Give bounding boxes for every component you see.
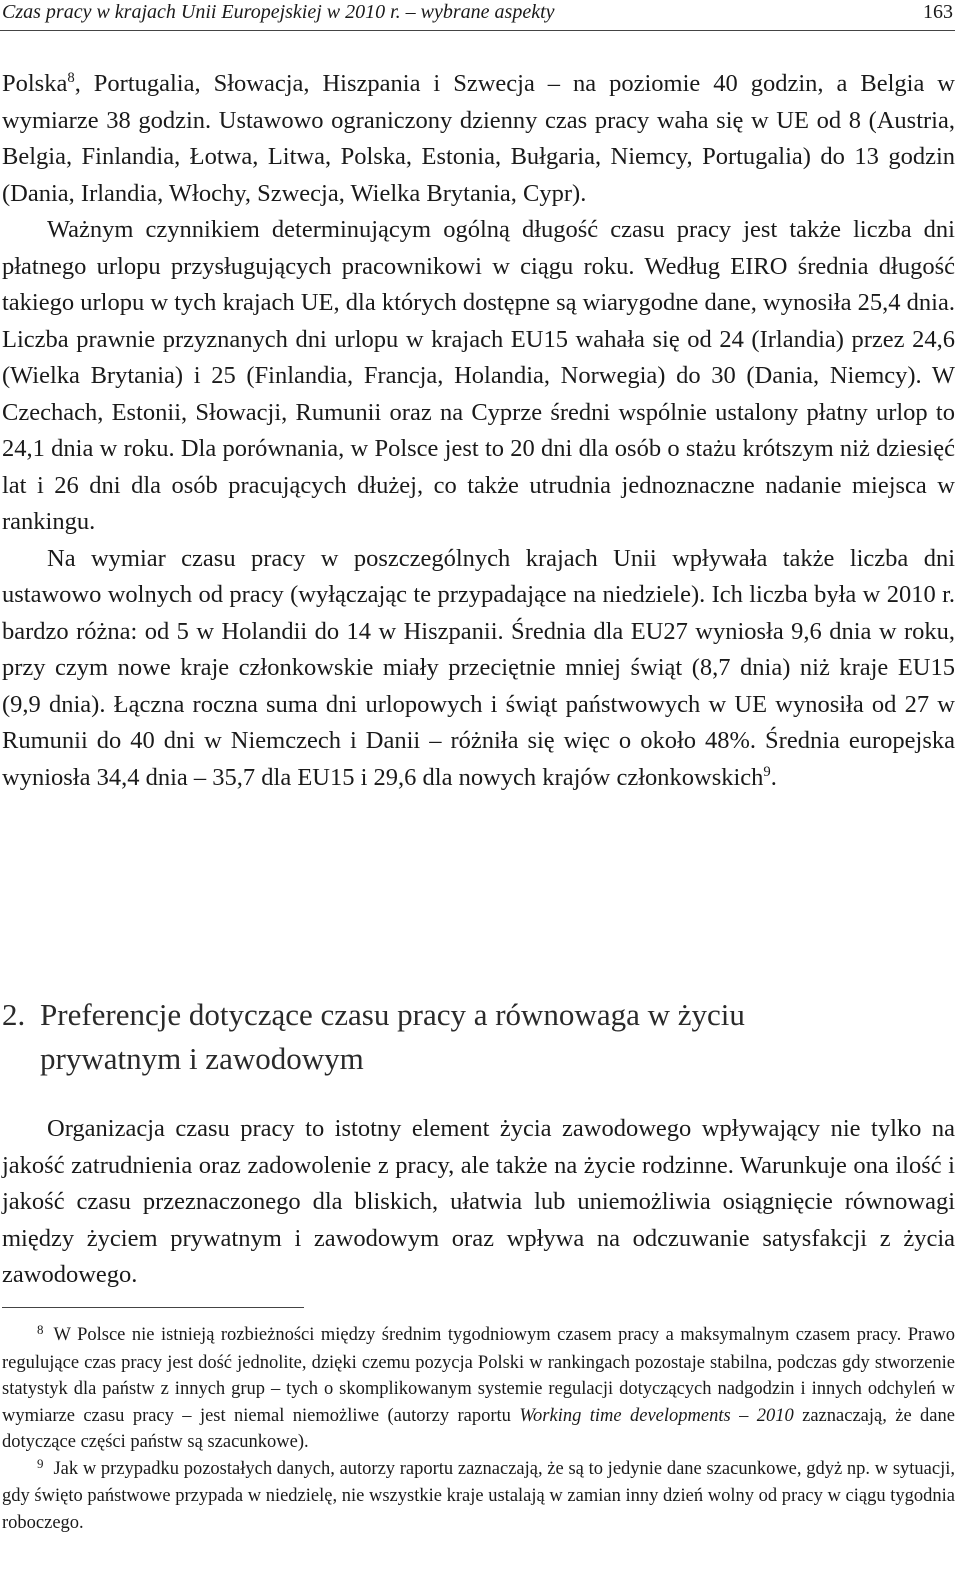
paragraph-4: Organizacja czasu pracy to istotny element życia zawodowego wpływający nie tylko na jakość zatrudnienia oraz zadowolenie z pracy, ale także na życie rodzinne. Warunkuje ona ilość i jakość czasu przeznaczonego dla bliskich, ułatwia lub uniemożliwia osiągnięcie równowagi między życiem prywatnym i zawodowym oraz wpływa na odczuwanie satysfakcji z życia zawodowego. — [2, 1115, 955, 1288]
footnotes — [2, 1322, 955, 1536]
footnote-ref-8[interactable]: 8 — [67, 69, 75, 86]
footnote-mark: 8 — [37, 1322, 44, 1337]
footnote-text: W Polsce nie istnieją rozbieżności między średnim tygodniowym czasem pracy a maksymalnym czasem pracy. Prawo regulujące czas pracy jest dość jednolite, dzięki czemu pozycja Polski w rankingach pozostaje stabilna, podczas gdy stworzenie statystyk dla państw z innych grup – tych o skomplikowanym systemie regulacji dotyczących nadgodzin i innych odchyleń w wymiarze czasu pracy – jest niemal niemożliwe (autorzy raportu — [2, 1325, 955, 1426]
paragraph-1 — [2, 66, 955, 212]
section-number: 2. — [2, 997, 26, 1032]
footnote-8 — [2, 1322, 955, 1456]
footnote-ref-9[interactable]: 9 — [763, 763, 771, 780]
paragraph-text: Na wymiar czasu pracy w poszczególnych krajach Unii wpływała także liczba dni ustawowo wolnych od pracy (wyłączając te przypadające na niedziele). Ich liczba była w 2010 r. bardzo różna: od 5 w Holandii do 14 w Hiszpanii. Średnia dla EU27 wyniosła 9,6 dnia w roku, przy czym nowe kraje członkowskie miały przeciętnie mniej świąt (8,7 dnia) niż kraje EU15 (9,9 dnia). Łączna roczna suma dni urlopowych i świąt państwowych w UE wynosiła od 27 w Rumunii do 40 dni w Niemczech i Danii – różniła się więc o około 48%. Średnia europejska wyniosła 34,4 dnia – 35,7 dla EU15 i 29,6 dla nowych krajów członkowskich — [2, 544, 955, 791]
body-text-block-2 — [2, 1111, 955, 1294]
report-title: Working time developments – 2010 — [519, 1405, 794, 1426]
paragraph-text: , Portugalia, Słowacja, Hiszpania i Szwecja – na poziomie 40 godzin, a Belgia w wymiarze 38 godzin. Ustawowo ograniczony dzienny czas pracy waha się w UE od 8 (Austria, Belgia, Finlandia, Łotwa, Litwa, Polska, Estonia, Bułgaria, Niemcy, Portugalia) do 13 godzin (Dania, Irlandia, Włochy, Szwecja, Wielka Brytania, Cypr). — [2, 70, 955, 207]
footnote-9 — [2, 1456, 955, 1537]
section-title: Preferencje dotyczące czasu pracy a równowaga w życiu prywatnym i zawodowym — [40, 997, 745, 1076]
body-text-block-1 — [2, 66, 955, 796]
footnote-separator — [2, 1307, 304, 1308]
paragraph-2: Ważnym czynnikiem determinującym ogólną długość czasu pracy jest także liczba dni płatnego urlopu przysługujących pracownikowi w ciągu roku. Według EIRO średnia długość takiego urlopu w tych krajach UE, dla których dostępne są wiarygodne dane, wynosiła 25,4 dnia. Liczba prawnie przyznanych dni urlopu w krajach EU15 wahała się od 24 (Irlandia) przez 24,6 (Wielka Brytania) i 25 (Finlandia, Francja, Holandia, Norwegia) do 30 (Dania, Niemcy). W Czechach, Estonii, Słowacji, Rumunii oraz na Cyprze średni wspólnie ustalony płatny urlop to 24,1 dnia w roku. Dla porównania, w Polsce jest to 20 dni dla osób o stażu krótszym niż dziesięć lat i 26 dni dla osób pracujących dłużej, co także utrudnia jednoznaczne nadanie miejsca w rankingu. — [2, 216, 955, 535]
paragraph-text: Polska — [2, 70, 68, 97]
footnote-text: Jak w przypadku pozostałych danych, autorzy raportu zaznaczają, że są to jedynie dane szacunkowe, gdyż np. w sytuacji, gdy święto państwowe przypada w niedzielę, nie wszystkie kraje ustalają w zamian inny dzień wolny od pracy w ciągu tygodnia roboczego. — [2, 1458, 955, 1533]
footnote-text: zaznaczają, że dane dotyczące części państw są szacunkowe). — [2, 1405, 955, 1452]
page-number: 163 — [923, 1, 953, 23]
running-title: Czas pracy w krajach Unii Europejskiej w 2010 r. – wybrane aspekty — [2, 1, 555, 23]
paragraph-text: . — [770, 763, 777, 791]
paragraph-3 — [2, 541, 955, 797]
running-header — [0, 0, 955, 31]
footnote-mark: 9 — [37, 1455, 44, 1471]
